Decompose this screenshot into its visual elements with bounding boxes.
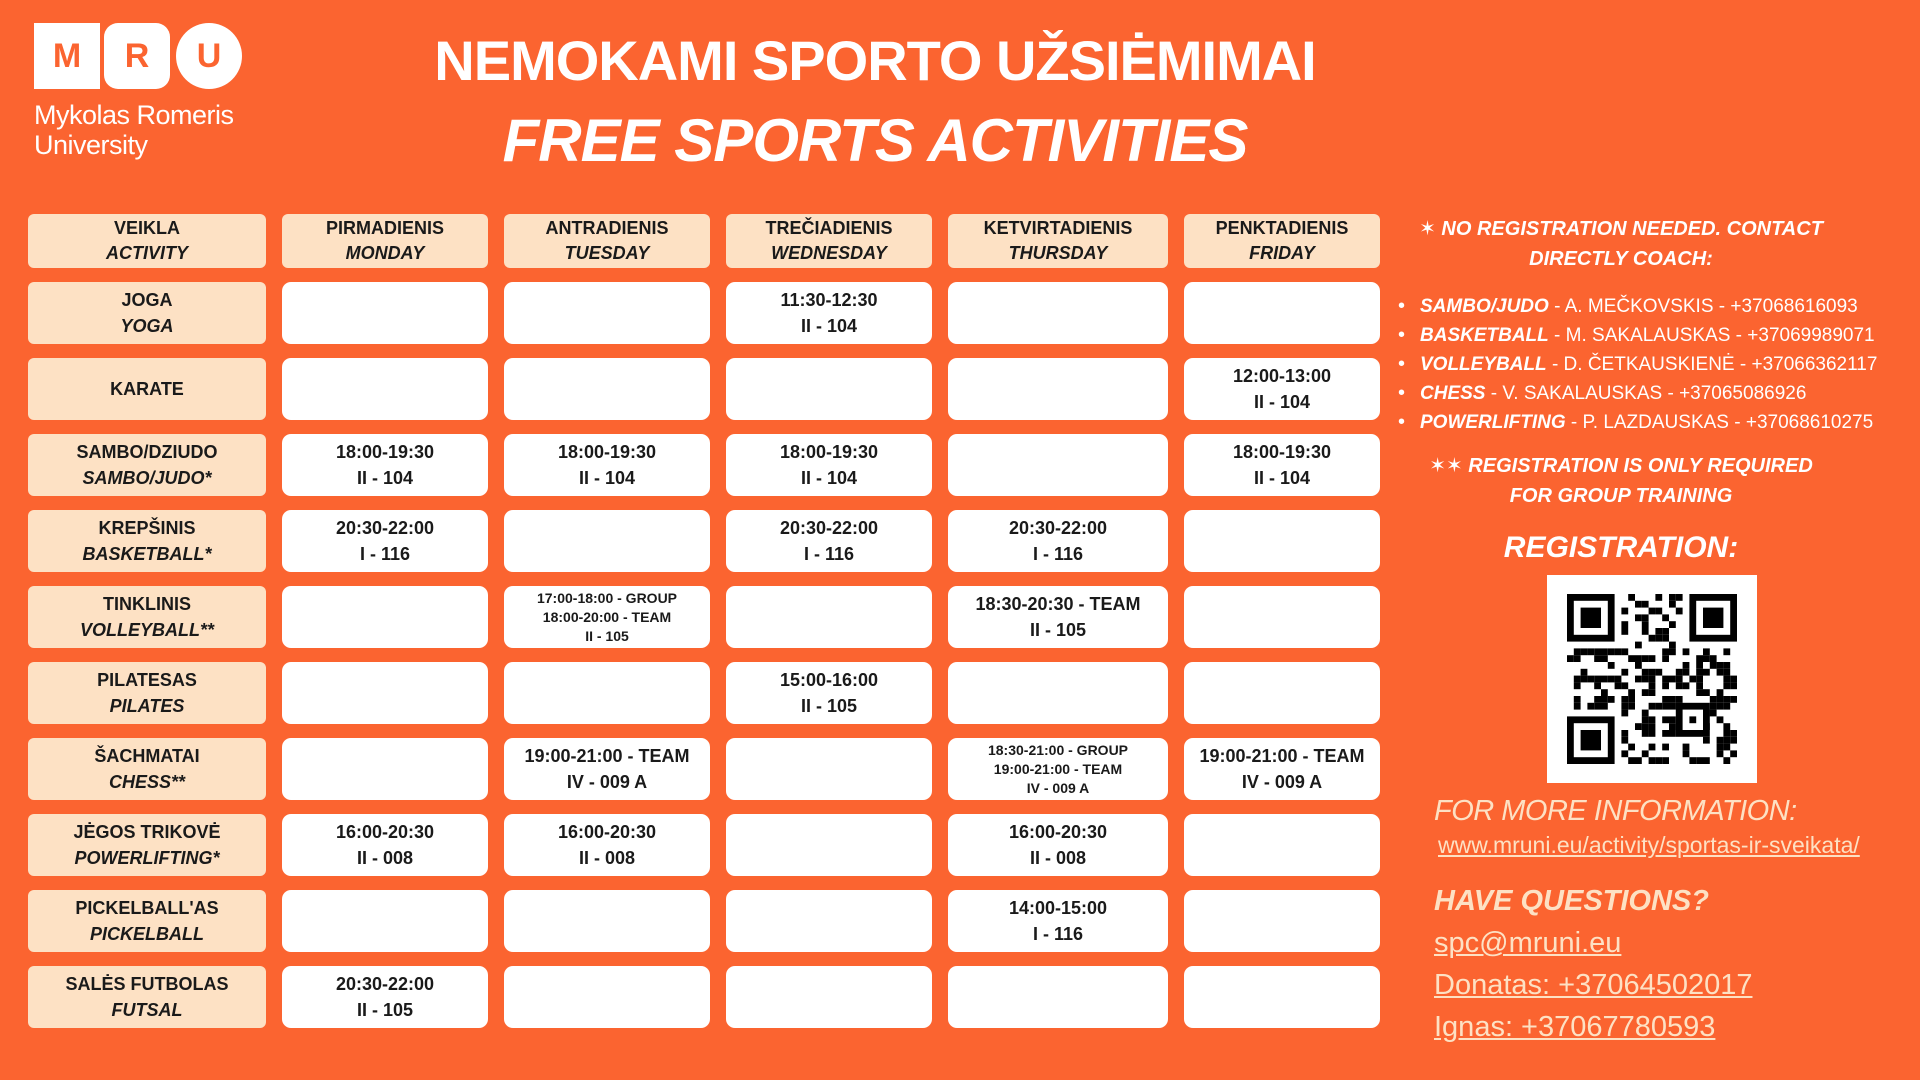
header-day [948, 214, 1168, 268]
schedule-slot-empty [1184, 282, 1380, 344]
slot-room: I - 116 [803, 544, 855, 564]
page-title-lt: NEMOKAMI SPORTO UŽSIĖMIMAI [434, 29, 1316, 92]
slot-time: 14:00-15:00 [1008, 898, 1108, 918]
no-registration-note [1406, 214, 1836, 274]
coach-sport: CHESS [1420, 383, 1486, 404]
registration-qr-code[interactable] [1547, 575, 1757, 783]
slot-room: II - 104 [800, 316, 858, 336]
schedule-slot-empty [948, 434, 1168, 496]
coach-contact-item [1396, 321, 1916, 350]
activity-name-lt: KREPŠINIS [98, 518, 196, 538]
schedule-slot-empty [282, 282, 488, 344]
activity-label [28, 966, 266, 1028]
header-label-en: FRIDAY [1249, 243, 1315, 263]
header-label-lt: VEIKLA [113, 218, 180, 238]
header-day [282, 214, 488, 268]
schedule-slot-empty [948, 282, 1168, 344]
slot-time: 19:00-21:00 - TEAM [524, 746, 690, 766]
slot-time: 18:00-20:00 - TEAM [542, 608, 672, 625]
slot-room: IV - 009 A [566, 772, 648, 792]
schedule-slot-empty [948, 358, 1168, 420]
schedule-slot-empty [282, 358, 488, 420]
coach-sport: SAMBO/JUDO [1420, 296, 1549, 317]
schedule-slot [948, 890, 1168, 952]
coach-contact-item [1396, 292, 1916, 321]
qr-code-icon [1567, 594, 1737, 764]
schedule-slot-empty [1184, 814, 1380, 876]
activity-name-lt: JOGA [121, 290, 173, 310]
coach-contact-item [1396, 350, 1916, 379]
activity-name-en: YOGA [120, 316, 174, 336]
slot-room: IV - 009 A [1026, 779, 1090, 796]
schedule-slot-empty [1184, 890, 1380, 952]
page-title-en: FREE SPORTS ACTIVITIES [502, 107, 1248, 174]
schedule-slot [504, 738, 710, 800]
activity-label [28, 662, 266, 724]
slot-room: II - 105 [585, 627, 629, 644]
slot-room: IV - 009 A [1241, 772, 1323, 792]
coach-sport: POWERLIFTING [1420, 412, 1566, 433]
activity-name-lt: SAMBO/DZIUDO [76, 442, 218, 462]
coach-detail: - M. SAKALAUSKAS - +37069989071 [1548, 325, 1875, 346]
schedule-slot-empty [282, 586, 488, 648]
slot-room: I - 116 [1032, 544, 1084, 564]
slot-time: 16:00-20:30 [335, 822, 435, 842]
activity-name-en: PICKELBALL [90, 924, 204, 944]
coach-contact-item [1396, 379, 1916, 408]
header-day [1184, 214, 1380, 268]
activity-name-lt: ŠACHMATAI [94, 746, 200, 766]
schedule-slot-empty [1184, 966, 1380, 1028]
activity-name-en: FUTSAL [111, 1000, 183, 1020]
schedule-slot [282, 966, 488, 1028]
slot-time: 12:00-13:00 [1232, 366, 1332, 386]
schedule-slot-empty [1184, 510, 1380, 572]
phone-donatas-link[interactable]: Donatas: +37064502017 [1434, 969, 1753, 1001]
more-info-link[interactable]: www.mruni.eu/activity/sportas-ir-sveikata/ [1438, 832, 1860, 858]
slot-time: 18:30-20:30 - TEAM [975, 594, 1141, 614]
schedule-slot-empty [1184, 586, 1380, 648]
slot-room: I - 116 [1032, 924, 1084, 944]
schedule-slot [282, 510, 488, 572]
header-label-en: TUESDAY [564, 243, 650, 263]
schedule-slot-empty [504, 510, 710, 572]
schedule-slot [504, 586, 710, 648]
coach-sport: BASKETBALL [1420, 325, 1549, 346]
schedule-table [28, 214, 1378, 1042]
slot-room: II - 105 [356, 1000, 414, 1020]
header-label-en: THURSDAY [1008, 243, 1108, 263]
slot-time: 18:00-19:30 [1232, 442, 1332, 462]
coach-detail: - D. ČETKAUSKIENĖ - +37066362117 [1546, 354, 1878, 375]
slot-room: II - 105 [800, 696, 858, 716]
activity-label [28, 282, 266, 344]
header-label-en: ACTIVITY [105, 243, 188, 263]
schedule-slot [726, 510, 932, 572]
logo-marks [34, 22, 264, 90]
schedule-slot-empty [726, 738, 932, 800]
slot-time: 20:30-22:00 [779, 518, 879, 538]
registration-required-text: REGISTRATION IS ONLY REQUIRED FOR GROUP TRAINING [1468, 455, 1813, 507]
slot-time: 11:30-12:30 [780, 290, 878, 310]
logo-name [34, 100, 264, 160]
slot-room: II - 008 [578, 848, 636, 868]
schedule-slot [282, 814, 488, 876]
schedule-slot-empty [726, 890, 932, 952]
activity-name-lt: SALĖS FUTBOLAS [65, 974, 229, 994]
slot-time: 18:00-19:30 [557, 442, 657, 462]
slot-time: 18:00-19:30 [335, 442, 435, 462]
activity-label [28, 586, 266, 648]
slot-time: 16:00-20:30 [1008, 822, 1108, 842]
schedule-slot [948, 510, 1168, 572]
questions-label: HAVE QUESTIONS? [1434, 885, 1709, 917]
logo-name-line2: University [34, 130, 148, 160]
slot-room: II - 104 [800, 468, 858, 488]
schedule-slot-empty [504, 282, 710, 344]
coach-contact-item [1396, 408, 1916, 437]
activity-name-en: PILATES [109, 696, 185, 716]
registration-title: REGISTRATION: [1503, 531, 1739, 564]
slot-time: 20:30-22:00 [335, 974, 435, 994]
double-star-icon: ✶✶ [1429, 455, 1463, 477]
schedule-slot [948, 586, 1168, 648]
schedule-slot-empty [948, 662, 1168, 724]
schedule-slot-empty [282, 890, 488, 952]
logo-letter-u: U [176, 23, 242, 89]
schedule-slot-empty [504, 662, 710, 724]
slot-room: II - 104 [1253, 392, 1311, 412]
schedule-slot-empty [504, 966, 710, 1028]
schedule-slot [726, 662, 932, 724]
activity-name-en: VOLLEYBALL** [79, 620, 214, 640]
slot-time: 17:00-18:00 - GROUP [536, 589, 678, 606]
slot-room: II - 008 [356, 848, 414, 868]
header-label-lt: PENKTADIENIS [1215, 218, 1349, 238]
schedule-slot-empty [726, 358, 932, 420]
header-day [504, 214, 710, 268]
activity-name-en: CHESS** [108, 772, 186, 792]
slot-room: II - 008 [1029, 848, 1087, 868]
schedule-slot-empty [282, 662, 488, 724]
coach-detail: - P. LAZDAUSKAS - +37068610275 [1565, 412, 1874, 433]
coach-detail: - A. MEČKOVSKIS - +37068616093 [1548, 296, 1858, 317]
activity-name-en: SAMBO/JUDO* [82, 468, 212, 488]
coach-contacts-list [1396, 292, 1916, 437]
activity-label [28, 890, 266, 952]
star-icon: ✶ [1419, 218, 1436, 240]
header-label-lt: TREČIADIENIS [765, 218, 893, 238]
slot-time: 20:30-22:00 [1008, 518, 1108, 538]
logo-letter-r: R [104, 23, 170, 89]
slot-time: 19:00-21:00 - TEAM [993, 760, 1123, 777]
logo-letter-m: M [34, 23, 100, 89]
schedule-slot [504, 434, 710, 496]
coach-detail: - V. SAKALAUSKAS - +37065086926 [1485, 383, 1807, 404]
slot-time: 19:00-21:00 - TEAM [1199, 746, 1365, 766]
activity-label [28, 814, 266, 876]
activity-name-lt: PILATESAS [97, 670, 197, 690]
schedule-slot-empty [726, 586, 932, 648]
schedule-slot [1184, 358, 1380, 420]
activity-label [28, 434, 266, 496]
slot-room: I - 116 [359, 544, 411, 564]
slot-time: 15:00-16:00 [779, 670, 879, 690]
schedule-slot [726, 282, 932, 344]
schedule-slot-empty [726, 814, 932, 876]
activity-label [28, 510, 266, 572]
header-label-en: WEDNESDAY [771, 243, 887, 263]
activity-name-en: POWERLIFTING* [74, 848, 220, 868]
slot-room: II - 105 [1029, 620, 1087, 640]
slot-room: II - 104 [578, 468, 636, 488]
activity-label [28, 358, 266, 420]
slot-time: 16:00-20:30 [557, 822, 657, 842]
schedule-slot-empty [726, 966, 932, 1028]
schedule-slot [1184, 434, 1380, 496]
slot-time: 18:00-19:30 [779, 442, 879, 462]
schedule-slot [948, 814, 1168, 876]
header-label-en: MONDAY [345, 243, 425, 263]
slot-time: 18:30-21:00 - GROUP [987, 741, 1129, 758]
slot-time: 20:30-22:00 [335, 518, 435, 538]
activity-name-lt: KARATE [110, 379, 184, 399]
schedule-slot-empty [948, 966, 1168, 1028]
header-label-lt: PIRMADIENIS [325, 218, 444, 238]
slot-room: II - 104 [356, 468, 414, 488]
email-link[interactable]: spc@mruni.eu [1434, 927, 1622, 959]
coach-sport: VOLLEYBALL [1420, 354, 1547, 375]
schedule-slot [948, 738, 1168, 800]
header-activity [28, 214, 266, 268]
header-label-lt: KETVIRTADIENIS [983, 218, 1133, 238]
activity-name-lt: TINKLINIS [103, 594, 191, 614]
schedule-slot-empty [504, 358, 710, 420]
registration-required-note [1406, 451, 1836, 511]
logo-name-line1: Mykolas Romeris [34, 100, 234, 130]
schedule-slot-empty [1184, 662, 1380, 724]
phone-ignas-link[interactable]: Ignas: +37067780593 [1434, 1011, 1716, 1043]
schedule-slot [504, 814, 710, 876]
no-registration-text: NO REGISTRATION NEEDED. CONTACT DIRECTLY COACH: [1441, 218, 1823, 270]
activity-name-lt: PICKELBALL'AS [75, 898, 219, 918]
schedule-slot-empty [504, 890, 710, 952]
header-label-lt: ANTRADIENIS [545, 218, 669, 238]
activity-name-en: BASKETBALL* [82, 544, 212, 564]
activity-label [28, 738, 266, 800]
schedule-slot [1184, 738, 1380, 800]
schedule-slot [282, 434, 488, 496]
activity-name-lt: JĖGOS TRIKOVĖ [73, 822, 221, 842]
slot-room: II - 104 [1253, 468, 1311, 488]
header-day [726, 214, 932, 268]
schedule-slot-empty [282, 738, 488, 800]
info-panel [1396, 214, 1916, 1048]
more-info-label: FOR MORE INFORMATION: [1434, 795, 1797, 827]
schedule-slot [726, 434, 932, 496]
mru-logo [34, 22, 264, 160]
